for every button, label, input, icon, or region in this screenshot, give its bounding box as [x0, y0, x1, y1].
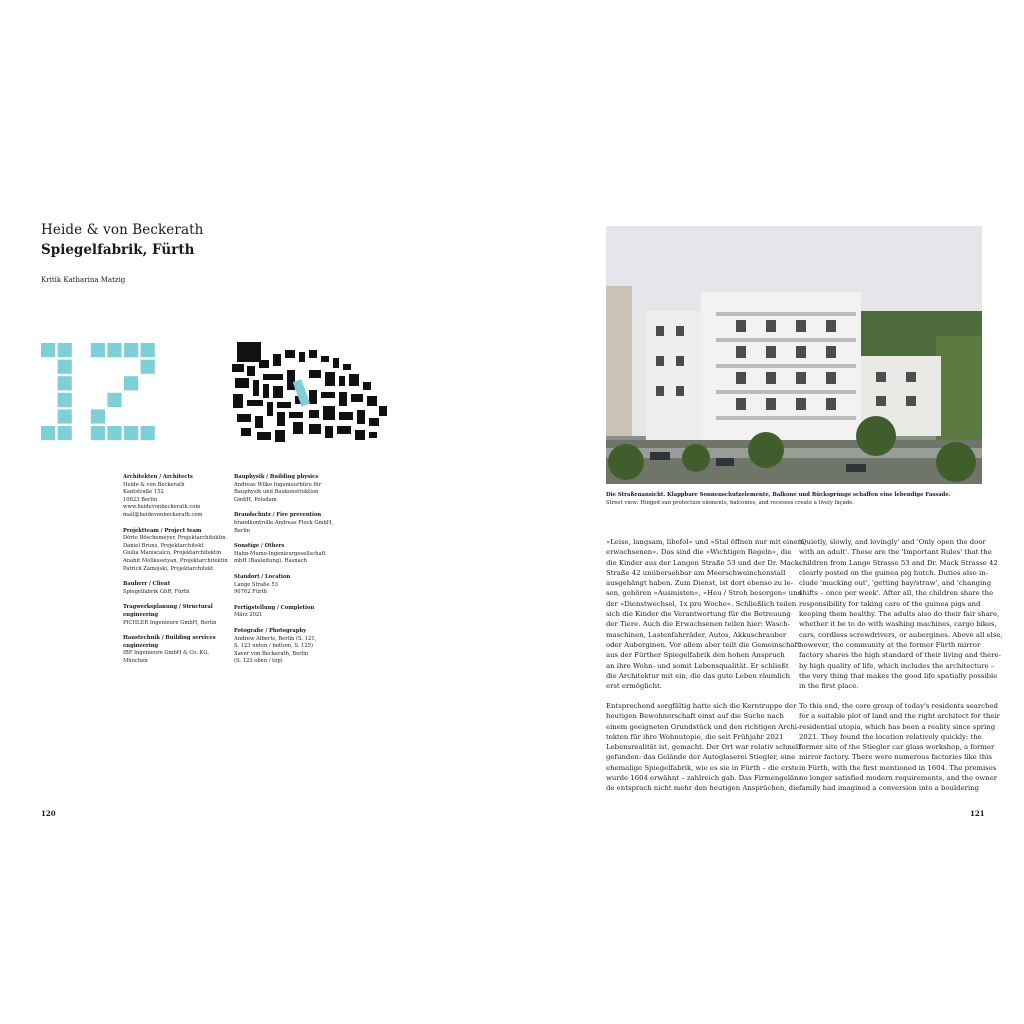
text-line: wurde 1604 erwähnt – zahlreich gab. Das Firmengelän- [606, 774, 801, 783]
text-line: children from Lange Strasse 53 and Dr. Mack Strasse 42 [799, 558, 998, 567]
credit-block [123, 528, 233, 574]
text-line: keeping them healthy. The adults also do their fair share, [799, 610, 1000, 619]
number-tile [141, 426, 155, 440]
credit-block [234, 543, 344, 566]
credit-heading: Bauphysik / Building physics [234, 474, 319, 480]
text-line: einem geeigneten Grundstück und den richtigen Archi- [606, 722, 800, 731]
credit-heading: Projektteam / Project team [123, 527, 202, 534]
caption-german: Die Straßenansicht. Klappbare Sonnenschutzelemente, Balkone und Rücksprünge schaffen eine lebendige Fassade. [606, 492, 951, 498]
text-line: de entsprach nicht mehr den heutigen Ansprüchen, die [606, 784, 800, 793]
text-line: by high quality of life, which includes the architecture – [799, 661, 995, 670]
page-number-left: 120 [41, 809, 56, 818]
photo-caption [606, 491, 982, 507]
credit-line: brandkontrolle Andreas Flock GmbH, [234, 519, 333, 526]
text-line: responsibility for taking care of the guinea pigs and [799, 599, 981, 608]
architect-name: Heide & von Beckerath [41, 222, 204, 238]
credit-line: Xaver von Beckerath, Berlin [234, 650, 309, 657]
body-text-german-2 [606, 701, 801, 794]
credit-heading: Tragwerksplanung / Structural engineering [123, 604, 213, 618]
text-line: with an adult'. These are the 'Important Rules' that the [799, 548, 992, 557]
credit-block [234, 574, 344, 597]
number-tile [124, 426, 138, 440]
number-tile [41, 343, 55, 357]
number-tile [124, 376, 138, 390]
text-line: To this end, the core group of today's residents searched [799, 702, 998, 710]
text-line: in the first place. [799, 682, 859, 691]
project-title: Spiegelfabrik, Fürth [41, 242, 195, 258]
credit-block [234, 628, 344, 666]
text-line: 2021. They found the location relatively quickly: the [799, 732, 982, 741]
credit-heading: Bauherr / Client [123, 581, 171, 588]
credit-line: IBP Ingenieure GmbH & Co. KG, [123, 650, 209, 657]
credit-line: Bauphysik und Baukonstruktion [234, 489, 319, 496]
text-line: aus der Fürther Spiegelfabrik den hohen Anspruch [606, 651, 785, 660]
credit-block [234, 512, 344, 535]
credit-line: Giulia Maniscalco, Projektarchitektin [123, 550, 222, 557]
credit-line: Kantstraße 152 [123, 489, 164, 496]
text-line: in Fürth, with the first mentioned in 1604. The premises [799, 763, 997, 772]
text-line: Straße 42 unübersehbar am Meerschweinchenstall [606, 568, 786, 577]
credit-line: S. 123 unten / bottom, S. 125) [234, 643, 313, 650]
number-tile [124, 343, 138, 357]
credit-line: Heide & von Beckerath [123, 481, 185, 488]
text-line: shifts – once per week'. After all, the children share the [799, 589, 994, 598]
text-line: whether it be to do with washing machines, cargo bikes, [799, 620, 997, 629]
building-photo [606, 226, 982, 484]
body-text-english-2 [799, 701, 1000, 794]
text-line: ausgehängt haben. Zum Dienst, ist dort ebenso zu le- [606, 579, 793, 588]
text-line: mirror factory. There were numerous factories like this [799, 753, 992, 762]
number-tile [58, 393, 72, 407]
credit-line: 10623 Berlin [123, 496, 158, 503]
credit-line: Spiegelfabrik GbR, Fürth [123, 588, 190, 595]
critic-credit: Kritik Katharina Matzig [41, 276, 126, 284]
text-line: however, the community at the former Fürth mirror [799, 640, 981, 649]
credit-line: Andreas Wilke Ingenieurbüro für [234, 481, 322, 488]
credit-line: München [123, 657, 148, 664]
credit-block [234, 474, 344, 504]
credit-line: GmbH, Potsdam [234, 496, 277, 503]
text-line: der »Dienstwechsel, 1x pro Woche«. Schließlich teilen [606, 599, 797, 608]
number-tile [58, 409, 72, 423]
text-line: erst ermöglicht. [606, 682, 662, 691]
credit-line: Lange Straße 53 [234, 581, 278, 588]
credit-line: (S. 123 oben / top) [234, 658, 283, 665]
text-line: Lebensrealität ist, gemacht. Der Ort war relativ schnell [606, 743, 801, 752]
page-number-right: 121 [970, 809, 985, 818]
text-line: clearly posted on the guinea pig hutch. Duties also in- [799, 568, 988, 577]
credit-heading: Standort / Location [234, 573, 291, 580]
text-line: oder Auberginen. Vor allem aber teilt die Gemeinschaft [606, 640, 800, 649]
text-line: 'Quietly, slowly, and lovingly' and 'Only open the door [799, 538, 986, 546]
number-tile [58, 360, 72, 374]
credit-line: Hahn-Mumo-Ingenieurgesellschaft [234, 550, 326, 557]
text-line: no longer satisfied modern requirements, and the owner [799, 774, 998, 783]
text-line: die Architektur mit ein, die das gute Leben räumlich [606, 671, 791, 680]
credit-block [123, 474, 233, 520]
credit-heading: Brandschutz / Fire prevention [234, 512, 322, 519]
credit-line: Patrick Zamojski, Projektarchitekt [123, 565, 214, 572]
credit-line: Berlin [234, 527, 251, 534]
credit-line: Daniel Bruns, Projektarchitekt [123, 542, 204, 549]
credit-block [123, 604, 233, 627]
credit-heading: Architekten / Architects [123, 474, 193, 480]
text-line: erwachsenen«. Das sind die »Wichtigen Regeln«, die [606, 548, 792, 557]
credit-block [123, 635, 233, 665]
credit-block [234, 605, 344, 620]
text-line: gefunden: das Gelände der Autoglaserei Stiegler, eine [606, 753, 796, 762]
credit-line: PICHLER Ingenieure GmbH, Berlin [123, 619, 217, 626]
credit-heading: Sonstige / Others [234, 543, 285, 550]
number-tile [41, 426, 55, 440]
credit-line: Andrew Alberts, Berlin (S. 121, [234, 635, 317, 642]
text-line: sich die Kinder die Verantwortung für die Betreuung [606, 610, 791, 619]
text-line: factory shares the high standard of their living and there- [799, 651, 1001, 660]
text-line: heutigen Bewohnerschaft einst auf die Suche nach [606, 712, 784, 721]
credit-line: 90762 Fürth [234, 589, 267, 596]
number-tile [107, 343, 121, 357]
text-line: Entsprechend sorgfältig hatte sich die Kerntruppe der [606, 702, 797, 710]
credit-heading: Fotografie / Photography [234, 627, 307, 634]
caption-english: Street view: Hinged sun protection elements, balconies, and recesses create a lively façade. [606, 500, 854, 506]
text-line: cars, cordless screwdrivers, or aubergines. Above all else, [799, 630, 1003, 639]
body-text-german-1 [606, 537, 805, 691]
text-line: sen, gehören »Ausmisten«, »Heu / Stroh besorgen« und [606, 589, 802, 598]
number-tile [91, 343, 105, 357]
credit-line: mail@heidevonbeckerath.com [123, 511, 203, 518]
number-tile [107, 426, 121, 440]
text-line: tekten für ihre Wohnutopie, die seit Frühjahr 2021 [606, 732, 784, 741]
text-line: former site of the Stiegler car glass workshop, a former [799, 743, 995, 752]
number-tile [91, 426, 105, 440]
number-tile [107, 393, 121, 407]
number-tile [141, 343, 155, 357]
number-tile [58, 343, 72, 357]
credit-line: März 2021 [234, 612, 263, 619]
credit-line: mbH (Bauleitung), Rasnach [234, 558, 307, 565]
number-tile [141, 360, 155, 374]
credit-heading: Haustechnik / Building services engineering [123, 635, 216, 649]
text-line: an ihre Wohn- und somit Lebensqualität. Er schließt [606, 661, 789, 670]
text-line: for a suitable plot of land and the right architect for their [799, 712, 1000, 721]
credit-line: Dörte Böschemeyer, Projektarchitektin [123, 535, 226, 542]
credit-line: Anahit Melikssetyan, Projektarchitektin [123, 557, 228, 564]
text-line: residential utopia, which has been a reality since spring [799, 722, 996, 731]
text-line: the very thing that makes the good life spatially possible [799, 671, 998, 680]
number-tile [58, 426, 72, 440]
credit-line: www.heidevonbeckerath.com [123, 504, 201, 511]
text-line: »Leise, langsam, libefol« und »Stal öffnen nur mit einem [606, 538, 805, 546]
number-tile [58, 376, 72, 390]
credits-column-left [123, 474, 233, 673]
text-line: maschinen, Lastenfahrräder, Autos, Akkuschrauber [606, 630, 787, 639]
number-tile [91, 409, 105, 423]
credits-column-right [234, 474, 344, 674]
credit-heading: Fertigstellung / Completion [234, 604, 315, 611]
body-text-english-1 [799, 537, 1003, 691]
site-plan-graphic [229, 340, 389, 452]
text-line: clude 'mucking out', 'getting hay/straw', and 'changing [799, 579, 992, 588]
text-line: die Kinder aus der Langen Straße 53 und der Dr. Mack- [606, 558, 802, 567]
text-line: family had imagined a conversion into a bouldering [799, 784, 980, 793]
text-line: der Tiere. Auch die Erwachsenen teilen hier: Wasch- [606, 620, 791, 629]
credit-block [123, 581, 233, 596]
project-number-graphic [41, 343, 157, 445]
text-line: ehemalige Spiegelfabrik, wie es sie in Fürth – die erste [606, 763, 799, 772]
